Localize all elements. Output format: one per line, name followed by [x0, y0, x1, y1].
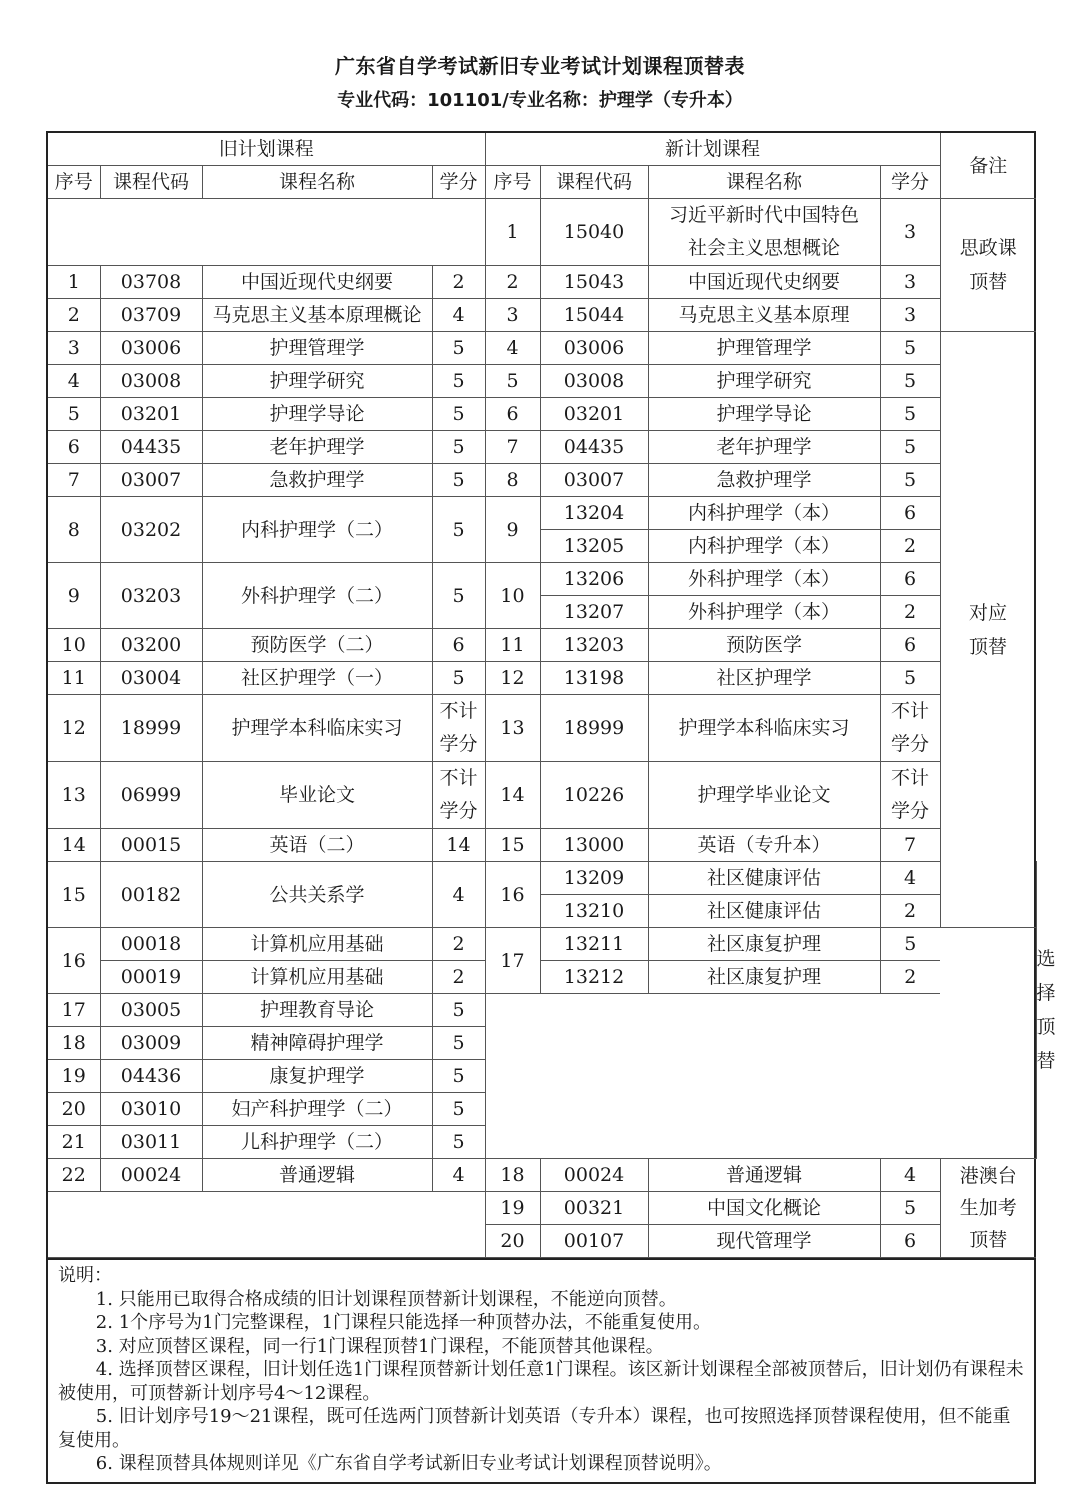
- table-row: [48, 862, 1036, 895]
- new-credit: 5: [880, 1192, 940, 1225]
- old-code: 03006: [100, 332, 202, 365]
- col-old-no: 序号: [48, 166, 100, 199]
- old-name: 老年护理学: [202, 431, 432, 464]
- new-code: 13211: [540, 928, 648, 961]
- new-code: 03008: [540, 365, 648, 398]
- old-code: 03200: [100, 629, 202, 662]
- new-credit: 2: [880, 895, 940, 928]
- table-row: [48, 365, 1036, 398]
- old-name: 预防医学（二）: [202, 629, 432, 662]
- new-name: 护理学毕业论文: [648, 762, 880, 829]
- new-credit: 5: [880, 431, 940, 464]
- old-name: 英语（二）: [202, 829, 432, 862]
- old-no: 10: [48, 629, 100, 662]
- old-name: 护理学导论: [202, 398, 432, 431]
- old-credit: 5: [432, 1126, 485, 1159]
- document-title: 广东省自学考试新旧专业考试计划课程顶替表: [335, 54, 745, 78]
- old-no: 20: [48, 1093, 100, 1126]
- new-credit: 6: [880, 563, 940, 596]
- old-code: 00019: [100, 961, 202, 994]
- col-old-code: 课程代码: [100, 166, 202, 199]
- new-no: 9: [485, 497, 540, 563]
- old-name: 计算机应用基础: [202, 961, 432, 994]
- new-no: 3: [485, 299, 540, 332]
- old-name: 社区护理学（一）: [202, 662, 432, 695]
- table-row: [48, 695, 1036, 762]
- old-credit: 5: [432, 332, 485, 365]
- new-credit: 6: [880, 497, 940, 530]
- old-credit: 5: [432, 365, 485, 398]
- old-code: 03010: [100, 1093, 202, 1126]
- old-no: 5: [48, 398, 100, 431]
- new-code: 00107: [540, 1225, 648, 1258]
- old-code: 03008: [100, 365, 202, 398]
- new-no: 16: [485, 862, 540, 928]
- old-code: 00018: [100, 928, 202, 961]
- table-row: [48, 464, 1036, 497]
- new-credit: [880, 762, 940, 829]
- new-name-line1: 习近平新时代中国特色: [669, 204, 860, 226]
- new-code: 13000: [540, 829, 648, 862]
- new-credit: 5: [880, 365, 940, 398]
- new-name: 社区康复护理: [648, 961, 880, 994]
- old-code: 03709: [100, 299, 202, 332]
- old-credit: 5: [432, 1093, 485, 1126]
- old-no: 3: [48, 332, 100, 365]
- new-code: 18999: [540, 695, 648, 762]
- credit-line: 不计: [891, 767, 930, 789]
- old-name: 毕业论文: [202, 762, 432, 829]
- old-no: 9: [48, 563, 100, 629]
- table-row: [48, 994, 1036, 1027]
- old-credit: 5: [432, 662, 485, 695]
- new-code: 13207: [540, 596, 648, 629]
- new-no: 18: [485, 1159, 540, 1192]
- new-credit: 2: [880, 961, 940, 994]
- remark-header: 备注: [940, 133, 1036, 199]
- old-name: 护理管理学: [202, 332, 432, 365]
- old-plan-header: 旧计划课程: [48, 133, 485, 166]
- remark-corresponding: [940, 332, 1036, 928]
- credit-line: 学分: [439, 733, 478, 755]
- old-code: 03203: [100, 563, 202, 629]
- new-name: 老年护理学: [648, 431, 880, 464]
- old-credit: 5: [432, 497, 485, 563]
- credit-line: 学分: [891, 733, 930, 755]
- remark-line: 顶替: [1036, 1016, 1056, 1072]
- new-name: 社区康复护理: [648, 928, 880, 961]
- old-code: 03004: [100, 662, 202, 695]
- new-no: 4: [485, 332, 540, 365]
- table-row: [48, 928, 1036, 961]
- remark-line: 顶替: [969, 271, 1008, 293]
- old-credit: 5: [432, 1060, 485, 1093]
- new-plan-header: 新计划课程: [485, 133, 940, 166]
- new-no: 7: [485, 431, 540, 464]
- old-code: 03005: [100, 994, 202, 1027]
- old-no: 1: [48, 266, 100, 299]
- old-credit: 5: [432, 994, 485, 1027]
- new-credit: 7: [880, 829, 940, 862]
- new-code: 13212: [540, 961, 648, 994]
- new-no: 11: [485, 629, 540, 662]
- group-header-row: [48, 133, 1036, 166]
- new-name: 中国近现代史纲要: [648, 266, 880, 299]
- new-name: 外科护理学（本）: [648, 596, 880, 629]
- remark-line: 对应: [969, 601, 1008, 624]
- remark-line: 顶替: [969, 1229, 1008, 1251]
- new-code: 00024: [540, 1159, 648, 1192]
- old-code: 03708: [100, 266, 202, 299]
- old-name: 计算机应用基础: [202, 928, 432, 961]
- old-name: 儿科护理学（二）: [202, 1126, 432, 1159]
- old-no: 17: [48, 994, 100, 1027]
- new-no: 1: [485, 199, 540, 266]
- new-code: 15040: [540, 199, 648, 266]
- new-no: 5: [485, 365, 540, 398]
- new-no: 6: [485, 398, 540, 431]
- new-code: 00321: [540, 1192, 648, 1225]
- new-name: 马克思主义基本原理: [648, 299, 880, 332]
- old-no: 2: [48, 299, 100, 332]
- old-code: 03007: [100, 464, 202, 497]
- replacement-table-container: [46, 131, 1056, 1484]
- old-credit: 4: [432, 299, 485, 332]
- new-code: 04435: [540, 431, 648, 464]
- empty-old-cell: [48, 199, 485, 266]
- remark-line: 港澳台: [959, 1165, 1017, 1187]
- table-row: [48, 563, 1036, 596]
- table-row: [48, 961, 1036, 994]
- new-credit: 5: [880, 928, 940, 961]
- table-row: [48, 762, 1036, 829]
- new-code: 13205: [540, 530, 648, 563]
- new-name: 护理学研究: [648, 365, 880, 398]
- old-name: 康复护理学: [202, 1060, 432, 1093]
- old-credit: 5: [432, 431, 485, 464]
- new-credit: 4: [880, 862, 940, 895]
- col-old-name: 课程名称: [202, 166, 432, 199]
- new-code: 03201: [540, 398, 648, 431]
- old-credit: 14: [432, 829, 485, 862]
- old-credit: 4: [432, 862, 485, 928]
- new-credit: 5: [880, 464, 940, 497]
- credit-line: 学分: [439, 800, 478, 822]
- new-credit: 4: [880, 1159, 940, 1192]
- old-credit: 5: [432, 398, 485, 431]
- old-credit: 5: [432, 464, 485, 497]
- new-credit: 3: [880, 299, 940, 332]
- old-no: 13: [48, 762, 100, 829]
- old-credit: [432, 762, 485, 829]
- new-no: 19: [485, 1192, 540, 1225]
- note-item: 3. 对应顶替区课程，同一行1门课程顶替1门课程，不能顶替其他课程。: [95, 1335, 664, 1357]
- old-no: 18: [48, 1027, 100, 1060]
- old-name: 护理学研究: [202, 365, 432, 398]
- new-credit: 3: [880, 266, 940, 299]
- new-no: 15: [485, 829, 540, 862]
- col-new-name: 课程名称: [648, 166, 880, 199]
- new-name: 中国文化概论: [648, 1192, 880, 1225]
- new-name: 急救护理学: [648, 464, 880, 497]
- new-code: 13206: [540, 563, 648, 596]
- remark-politics: [940, 199, 1036, 332]
- col-new-no: 序号: [485, 166, 540, 199]
- old-code: 03202: [100, 497, 202, 563]
- old-no: 6: [48, 431, 100, 464]
- table-row: [48, 266, 1036, 299]
- table-row: [48, 1192, 1036, 1225]
- old-credit: 2: [432, 928, 485, 961]
- new-code: 15043: [540, 266, 648, 299]
- new-no: 20: [485, 1225, 540, 1258]
- old-no: 22: [48, 1159, 100, 1192]
- old-name: 急救护理学: [202, 464, 432, 497]
- table-row: [48, 199, 1036, 266]
- old-code: 00182: [100, 862, 202, 928]
- note-item: 6. 课程顶替具体规则详见《广东省自学考试新旧专业考试计划课程顶替说明》。: [95, 1453, 722, 1474]
- new-code: 13209: [540, 862, 648, 895]
- old-credit: 5: [432, 1027, 485, 1060]
- new-name: 现代管理学: [648, 1225, 880, 1258]
- new-name: 普通逻辑: [648, 1159, 880, 1192]
- new-code: 13203: [540, 629, 648, 662]
- old-no: 7: [48, 464, 100, 497]
- old-credit: 6: [432, 629, 485, 662]
- new-name: 内科护理学（本）: [648, 530, 880, 563]
- new-no: 14: [485, 762, 540, 829]
- empty-new-cell: [485, 994, 940, 1159]
- remark-line: 生加考: [959, 1197, 1017, 1219]
- new-name-line2: 社会主义思想概论: [688, 237, 841, 259]
- old-name: 护理学本科临床实习: [202, 695, 432, 762]
- old-no: 16: [48, 928, 100, 994]
- new-credit: 3: [880, 199, 940, 266]
- note-item: 5. 旧计划序号19～21课程，既可任选两门顶替新计划英语（专升本）课程，也可按照选择顶替课程使用，但不能重复使用。: [58, 1406, 1011, 1451]
- new-name: 护理学导论: [648, 398, 880, 431]
- table-row: [48, 662, 1036, 695]
- old-code: 03011: [100, 1126, 202, 1159]
- new-credit: 6: [880, 629, 940, 662]
- table-row: [48, 332, 1036, 365]
- old-credit: 4: [432, 1159, 485, 1192]
- new-credit: 5: [880, 662, 940, 695]
- course-replacement-table: [48, 133, 1056, 1258]
- new-no: 10: [485, 563, 540, 629]
- new-no: 2: [485, 266, 540, 299]
- new-credit: 5: [880, 398, 940, 431]
- note-item: 1. 只能用已取得合格成绩的旧计划课程顶替新计划课程，不能逆向顶替。: [95, 1288, 677, 1310]
- new-name: 社区健康评估: [648, 895, 880, 928]
- new-name: [648, 199, 880, 266]
- new-name: 预防医学: [648, 629, 880, 662]
- new-code: 03006: [540, 332, 648, 365]
- old-no: 4: [48, 365, 100, 398]
- old-no: 19: [48, 1060, 100, 1093]
- new-name: 护理管理学: [648, 332, 880, 365]
- new-code: 13204: [540, 497, 648, 530]
- new-name: 社区健康评估: [648, 862, 880, 895]
- old-no: 14: [48, 829, 100, 862]
- new-code: 10226: [540, 762, 648, 829]
- old-no: 15: [48, 862, 100, 928]
- credit-line: 学分: [891, 800, 930, 822]
- col-old-credit: 学分: [432, 166, 485, 199]
- column-header-row: [48, 166, 1036, 199]
- new-name: 社区护理学: [648, 662, 880, 695]
- old-credit: 2: [432, 266, 485, 299]
- new-credit: 5: [880, 332, 940, 365]
- old-name: 普通逻辑: [202, 1159, 432, 1192]
- old-code: 04436: [100, 1060, 202, 1093]
- old-code: 03201: [100, 398, 202, 431]
- old-credit: [432, 695, 485, 762]
- credit-line: 不计: [891, 700, 930, 722]
- new-code: 03007: [540, 464, 648, 497]
- new-credit: 2: [880, 596, 940, 629]
- remark-line: 思政课: [959, 237, 1017, 259]
- col-new-code: 课程代码: [540, 166, 648, 199]
- remark-line: 选择: [1036, 948, 1056, 1004]
- new-code: 13198: [540, 662, 648, 695]
- old-code: 00015: [100, 829, 202, 862]
- old-name: 中国近现代史纲要: [202, 266, 432, 299]
- old-name: 精神障碍护理学: [202, 1027, 432, 1060]
- old-name: 外科护理学（二）: [202, 563, 432, 629]
- new-credit: 2: [880, 530, 940, 563]
- old-credit: 5: [432, 563, 485, 629]
- table-row: [48, 497, 1036, 530]
- notes-label: 说明：: [58, 1265, 112, 1286]
- old-no: 11: [48, 662, 100, 695]
- old-no: 8: [48, 497, 100, 563]
- old-name: 内科护理学（二）: [202, 497, 432, 563]
- old-code: 03009: [100, 1027, 202, 1060]
- remark-hmt: [940, 1159, 1036, 1258]
- new-code: 13210: [540, 895, 648, 928]
- empty-old-cell: [48, 1192, 485, 1258]
- old-code: 00024: [100, 1159, 202, 1192]
- credit-line: 不计: [439, 700, 478, 722]
- old-name: 护理教育导论: [202, 994, 432, 1027]
- new-credit: 6: [880, 1225, 940, 1258]
- new-name: 护理学本科临床实习: [648, 695, 880, 762]
- note-item: 2. 1个序号为1门完整课程，1门课程只能选择一种顶替办法，不能重复使用。: [95, 1312, 712, 1333]
- new-code: 15044: [540, 299, 648, 332]
- old-no: 12: [48, 695, 100, 762]
- old-code: 04435: [100, 431, 202, 464]
- old-name: 马克思主义基本原理概论: [202, 299, 432, 332]
- old-credit: 2: [432, 961, 485, 994]
- remark-line: 顶替: [969, 635, 1008, 658]
- table-row: [48, 1159, 1036, 1192]
- table-row: [48, 431, 1036, 464]
- old-code: 18999: [100, 695, 202, 762]
- table-row: [48, 299, 1036, 332]
- notes-section: [48, 1258, 1034, 1482]
- credit-line: 不计: [439, 767, 478, 789]
- old-name: 妇产科护理学（二）: [202, 1093, 432, 1126]
- old-name: 公共关系学: [202, 862, 432, 928]
- new-name: 外科护理学（本）: [648, 563, 880, 596]
- new-name: 内科护理学（本）: [648, 497, 880, 530]
- table-row: [48, 398, 1036, 431]
- new-no: 12: [485, 662, 540, 695]
- note-item: 4. 选择顶替区课程，旧计划任选1门课程顶替新计划任意1门课程。该区新计划课程全部被顶替后，旧计划仍有课程未被使用，可顶替新计划序号4～12课程。: [58, 1359, 1024, 1404]
- new-credit: [880, 695, 940, 762]
- new-no: 13: [485, 695, 540, 762]
- document-subtitle: 专业代码：101101/专业名称：护理学（专升本）: [337, 90, 743, 111]
- old-code: 06999: [100, 762, 202, 829]
- table-row: [48, 629, 1036, 662]
- new-no: 17: [485, 928, 540, 994]
- col-new-credit: 学分: [880, 166, 940, 199]
- table-row: [48, 829, 1036, 862]
- new-name: 英语（专升本）: [648, 829, 880, 862]
- old-no: 21: [48, 1126, 100, 1159]
- new-no: 8: [485, 464, 540, 497]
